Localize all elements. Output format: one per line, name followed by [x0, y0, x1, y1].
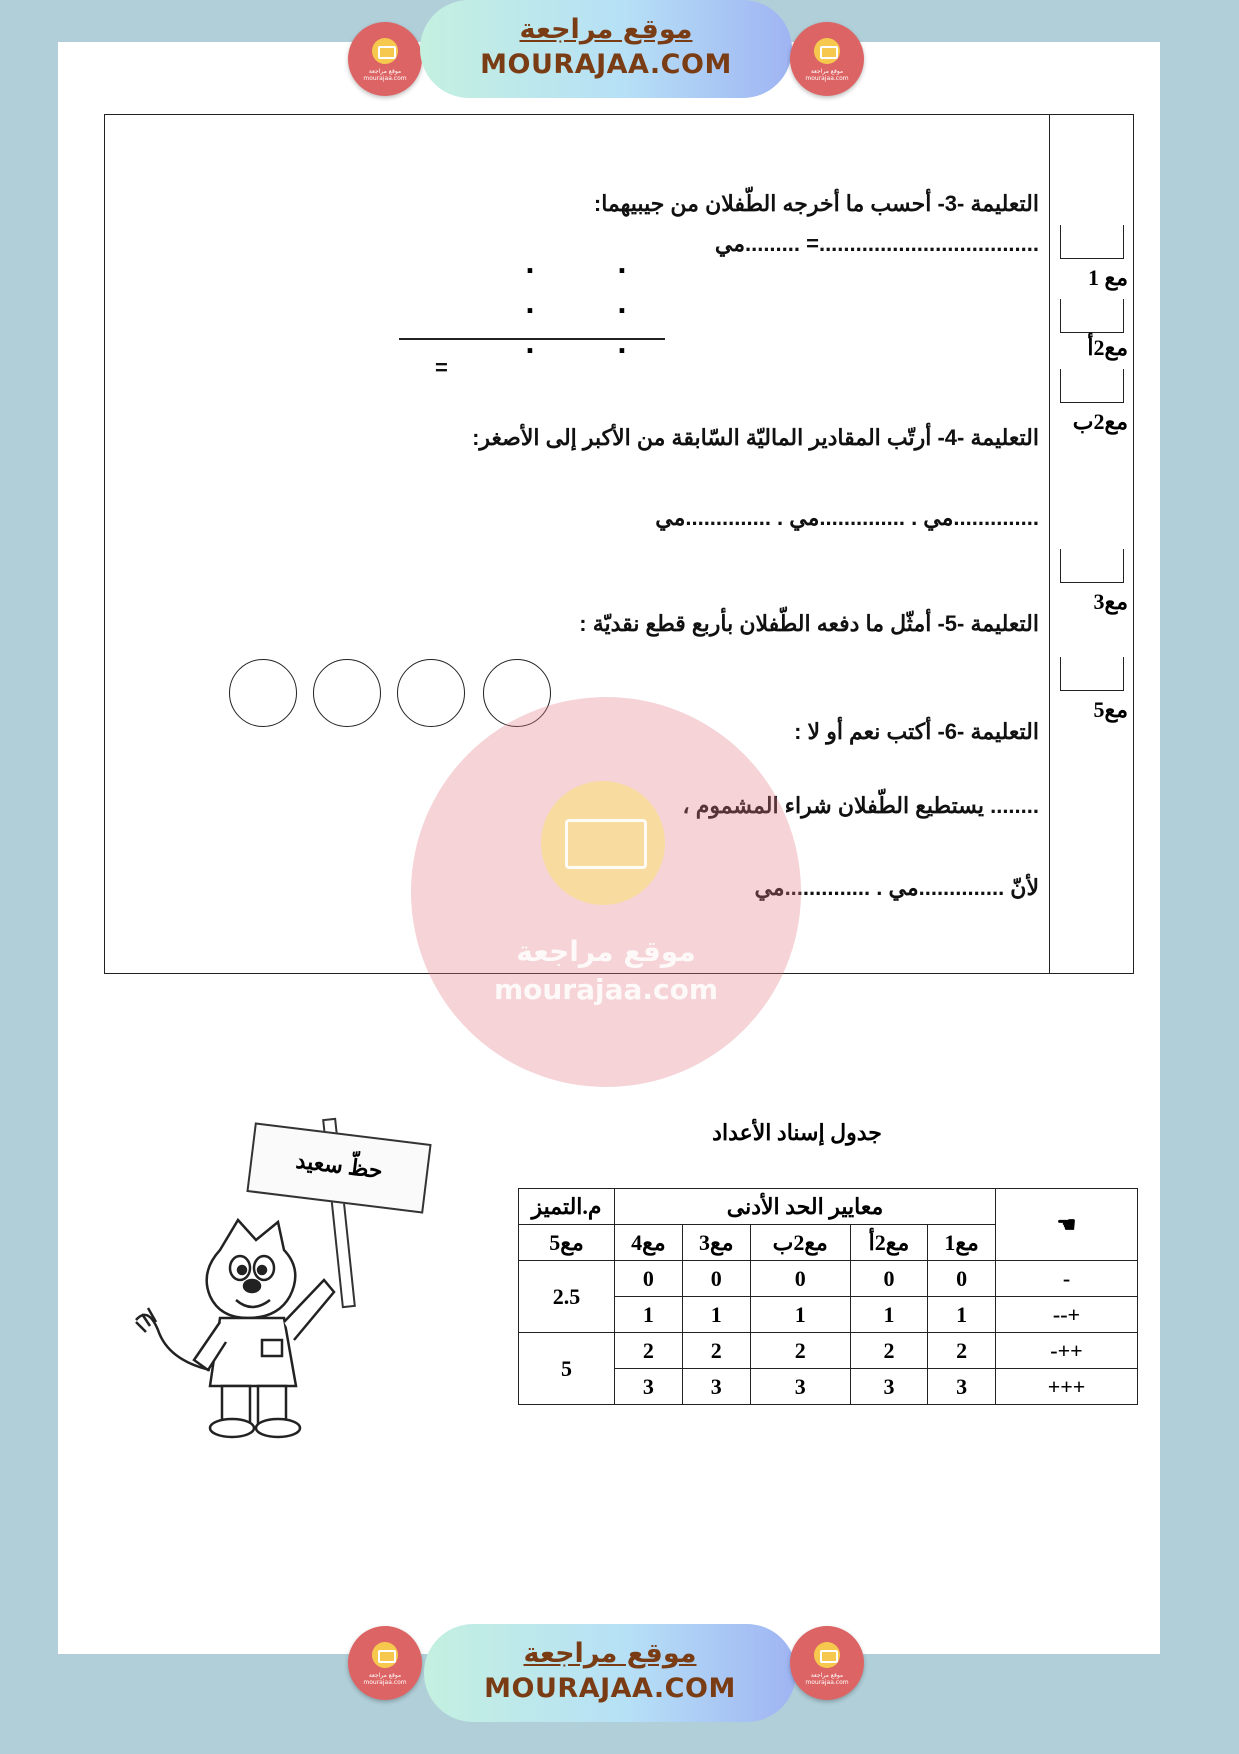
- cat-cartoon: [128, 1210, 368, 1440]
- site-banner-top[interactable]: [420, 0, 792, 98]
- logo-badge-top-left: [348, 22, 422, 96]
- level-symbol: +++: [996, 1369, 1138, 1405]
- score-cell: 0: [928, 1261, 996, 1297]
- badge-caption: موقع مراجعة mourajaa.com: [363, 1672, 407, 1686]
- criterion-label: مع2ب: [1072, 409, 1128, 434]
- equals-sign: =: [435, 355, 448, 380]
- coin-circle[interactable]: [397, 659, 465, 727]
- score-cell: 2: [615, 1333, 683, 1369]
- coin-circle[interactable]: [313, 659, 381, 727]
- score-cell: 1: [750, 1297, 850, 1333]
- score-cell: 2: [928, 1333, 996, 1369]
- result-dot: .: [525, 330, 535, 360]
- score-cell: 3: [682, 1369, 750, 1405]
- score-box[interactable]: [1060, 549, 1124, 583]
- criteria-column: [1049, 115, 1133, 973]
- score-cell: 2: [750, 1333, 850, 1369]
- logo-badge-top-right: [790, 22, 864, 96]
- site-title-ar: موقع مراجعة: [519, 14, 693, 45]
- table-row: [519, 1333, 1138, 1369]
- criterion-header: مع1: [928, 1225, 996, 1261]
- score-cell: 0: [850, 1261, 927, 1297]
- score-cell: 0: [615, 1261, 683, 1297]
- book-icon: [814, 1642, 840, 1668]
- operand-dot: .: [617, 250, 627, 280]
- task4-heading: التعليمة -4- أرتّب المقادير الماليّة السّابقة من الأكبر إلى الأصغر:: [472, 425, 1039, 450]
- result-dot: .: [617, 330, 627, 360]
- level-symbol: -: [996, 1261, 1138, 1297]
- criterion-label: مع3: [1093, 589, 1128, 614]
- score-cell: 1: [682, 1297, 750, 1333]
- coin-circle[interactable]: [229, 659, 297, 727]
- task6-reason[interactable]: لأنّ ..............مي . ..............مي: [754, 875, 1039, 900]
- site-title-ar: موقع مراجعة: [523, 1638, 697, 1669]
- score-cell: 1: [850, 1297, 927, 1333]
- site-title-en: MOURAJAA.COM: [480, 49, 732, 80]
- criterion-label: مع5: [1093, 697, 1128, 722]
- criterion-header: مع2أ: [850, 1225, 927, 1261]
- badge-caption: موقع مراجعة mourajaa.com: [805, 1672, 849, 1686]
- score-cell: 1: [928, 1297, 996, 1333]
- site-title-en: MOURAJAA.COM: [484, 1673, 736, 1704]
- task4-answer-line[interactable]: ..............مي . ..............مي . ..............مي: [655, 505, 1039, 530]
- operand-dot: .: [525, 290, 535, 320]
- criterion-header: مع2ب: [750, 1225, 850, 1261]
- min-criteria-header: معايير الحد الأدنى: [615, 1189, 996, 1225]
- site-banner-bottom[interactable]: [424, 1624, 796, 1722]
- sign-text: حظّ سعيد: [294, 1147, 385, 1184]
- task3-heading: التعليمة -3- أحسب ما أخرجه الطّفلان من جيبيهما:: [593, 191, 1039, 216]
- book-icon: [372, 38, 398, 64]
- book-icon: [814, 38, 840, 64]
- logo-badge-bottom-right: [790, 1626, 864, 1700]
- watermark-ar: موقع مراجعة: [516, 935, 696, 968]
- excellence-score: 5: [519, 1333, 615, 1405]
- book-icon: [372, 1642, 398, 1668]
- table-row: [519, 1261, 1138, 1297]
- grading-table-title: جدول إسناد الأعداد: [712, 1120, 882, 1145]
- operand-dot: .: [617, 290, 627, 320]
- criterion-label: مع 1: [1088, 265, 1128, 290]
- level-symbol: +--: [996, 1297, 1138, 1333]
- score-cell: 0: [750, 1261, 850, 1297]
- task6-heading: التعليمة -6- أكتب نعم أو لا :: [794, 719, 1039, 744]
- badge-caption: موقع مراجعة mourajaa.com: [363, 68, 407, 82]
- book-icon: [541, 781, 665, 905]
- pointer-icon: ☚: [996, 1189, 1138, 1261]
- score-cell: 2: [850, 1333, 927, 1369]
- task5-heading: التعليمة -5- أمثّل ما دفعه الطّفلان بأربع قطع نقديّة :: [579, 611, 1039, 636]
- criterion-label: مع2أ: [1087, 335, 1128, 360]
- excellence-header: م.التميز: [519, 1189, 615, 1225]
- badge-caption: موقع مراجعة mourajaa.com: [805, 68, 849, 82]
- score-cell: 3: [750, 1369, 850, 1405]
- watermark-en: mourajaa.com: [493, 973, 719, 1006]
- task3-answer-line[interactable]: ....................................= .........مي: [714, 231, 1039, 256]
- excellence-score: 2.5: [519, 1261, 615, 1333]
- score-cell: 3: [615, 1369, 683, 1405]
- score-cell: 3: [850, 1369, 927, 1405]
- score-cell: 3: [928, 1369, 996, 1405]
- logo-badge-bottom-left: [348, 1626, 422, 1700]
- criterion-header: مع4: [615, 1225, 683, 1261]
- score-cell: 1: [615, 1297, 683, 1333]
- score-cell: 2: [682, 1333, 750, 1369]
- score-box[interactable]: [1060, 657, 1124, 691]
- criterion-header: مع3: [682, 1225, 750, 1261]
- level-symbol: ++-: [996, 1333, 1138, 1369]
- score-box[interactable]: [1060, 225, 1124, 259]
- operand-dot: .: [525, 250, 535, 280]
- watermark: [411, 697, 801, 1087]
- task6-question[interactable]: ........ يستطيع الطّفلان شراء المشموم ،: [682, 793, 1039, 818]
- grading-table: [518, 1188, 1138, 1405]
- score-cell: 0: [682, 1261, 750, 1297]
- excellence-criterion: مع5: [519, 1225, 615, 1261]
- score-box[interactable]: [1060, 369, 1124, 403]
- score-box[interactable]: [1060, 299, 1124, 333]
